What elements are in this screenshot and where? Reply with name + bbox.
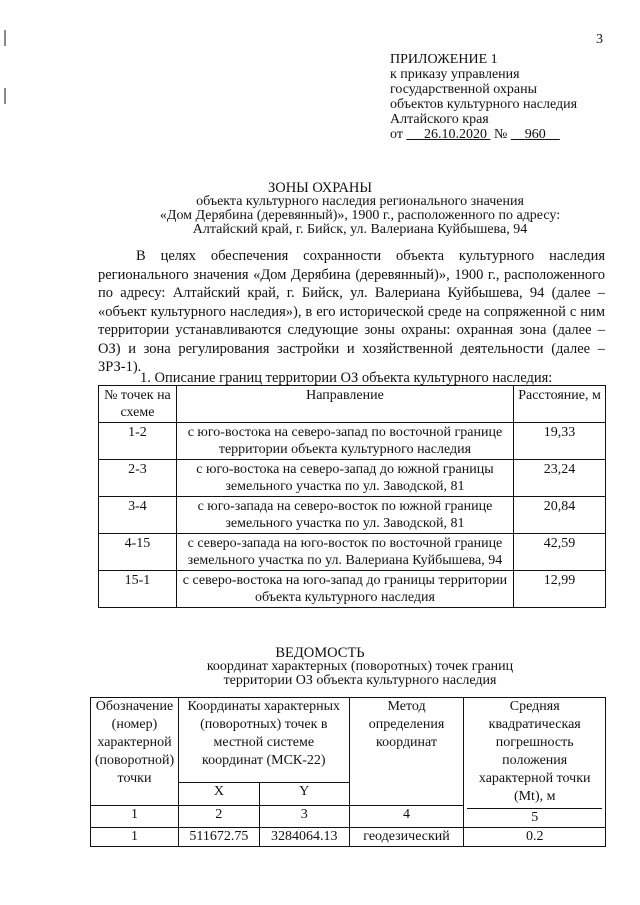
document-subtitle: объекта культурного наследия регионального значения «Дом Дерябина (деревянный)», 1900 г., расположенного по адресу: Алтайский край, г. Бийск, ул. Валериана Куйбышева, 94 xyxy=(159,194,561,237)
intro-paragraph: В целях обеспечения сохранности объекта культурного наследия регионального значения «Дом Дерябина (деревянный)», 1900 г., расположенного по адресу: Алтайский край, г. Бийск, ул. Валериана Куйбышева, 94 (далее – «объект культурного наследия»), в его исторической среде на сопряженной с ним территории устанавливаются следующие зоны охраны: охранная зона (далее – ОЗ) и зона регулирования застройки и хозяйственной деятельности (далее – ЗРЗ-1). xyxy=(98,248,605,375)
appendix-block xyxy=(390,52,577,142)
col-header-distance: Расстояние, м xyxy=(514,386,606,423)
order-number: 960 xyxy=(524,127,546,142)
boundary-description-table xyxy=(98,385,606,608)
table1-caption: 1. Описание границ территории ОЗ объекта культурного наследия: xyxy=(140,370,553,386)
col-header-x: X xyxy=(178,783,259,805)
numbering-col5: 5 xyxy=(467,808,602,827)
table-row: 15-1 с северо-востока на юго-запад до границы территории объекта культурного наследия 12,99 xyxy=(99,571,606,608)
vedomost-subtitle: координат характерных (поворотных) точек границ территории ОЗ объекта культурного наследия xyxy=(206,659,514,688)
date-prefix: от xyxy=(390,127,403,142)
appendix-line: к приказу управления xyxy=(390,67,520,82)
col-header-error: Средняя квадратическая погрешность положения характерной точки (Mt), м 5 xyxy=(464,698,606,828)
appendix-title: ПРИЛОЖЕНИЕ 1 xyxy=(390,52,498,67)
number-prefix: № xyxy=(493,127,508,142)
table-row: 4-15 с северо-запада на юго-восток по восточной границе земельного участка по ул. Валериана Куйбышева, 94 42,59 xyxy=(99,534,606,571)
page-edge-mark xyxy=(4,88,6,104)
table-row: 3-4 с юго-запада на северо-восток по южной границе земельного участка по ул. Заводской, 81 20,84 xyxy=(99,497,606,534)
col-header-direction: Направление xyxy=(176,386,513,423)
table-row: 1-2 с юго-востока на северо-запад по восточной границе территории объекта культурного наследия 19,33 xyxy=(99,423,606,460)
document-title: ЗОНЫ ОХРАНЫ xyxy=(267,180,373,196)
page-edge-mark xyxy=(4,30,6,46)
col-header-points: № точек на схеме xyxy=(99,386,177,423)
appendix-date-line xyxy=(390,127,577,142)
col-header-coordinates: Координаты характерных (поворотных) точек в местной системе координат (МСК-22) xyxy=(178,698,349,783)
order-date: 26.10.2020 xyxy=(423,127,487,142)
col-header-designation: Обозначение (номер) характерной (поворотной) точки xyxy=(91,698,179,806)
vedomost-title: ВЕДОМОСТЬ xyxy=(275,645,365,661)
numbering-row: 1 2 3 4 xyxy=(91,805,606,827)
page-number: 3 xyxy=(596,32,603,47)
col-header-y: Y xyxy=(259,783,349,805)
table-row: 2-3 с юго-востока на северо-запад до южной границы земельного участка по ул. Заводской, 81 23,24 xyxy=(99,460,606,497)
coordinates-table xyxy=(90,697,606,847)
appendix-line: объектов культурного наследия xyxy=(390,97,578,112)
table-row: 1 511672.75 3284064.13 геодезический 0.2 xyxy=(91,828,606,847)
appendix-line: Алтайского края xyxy=(390,112,489,127)
col-header-method: Метод определения координат xyxy=(349,698,464,806)
appendix-line: государственной охраны xyxy=(390,82,538,97)
